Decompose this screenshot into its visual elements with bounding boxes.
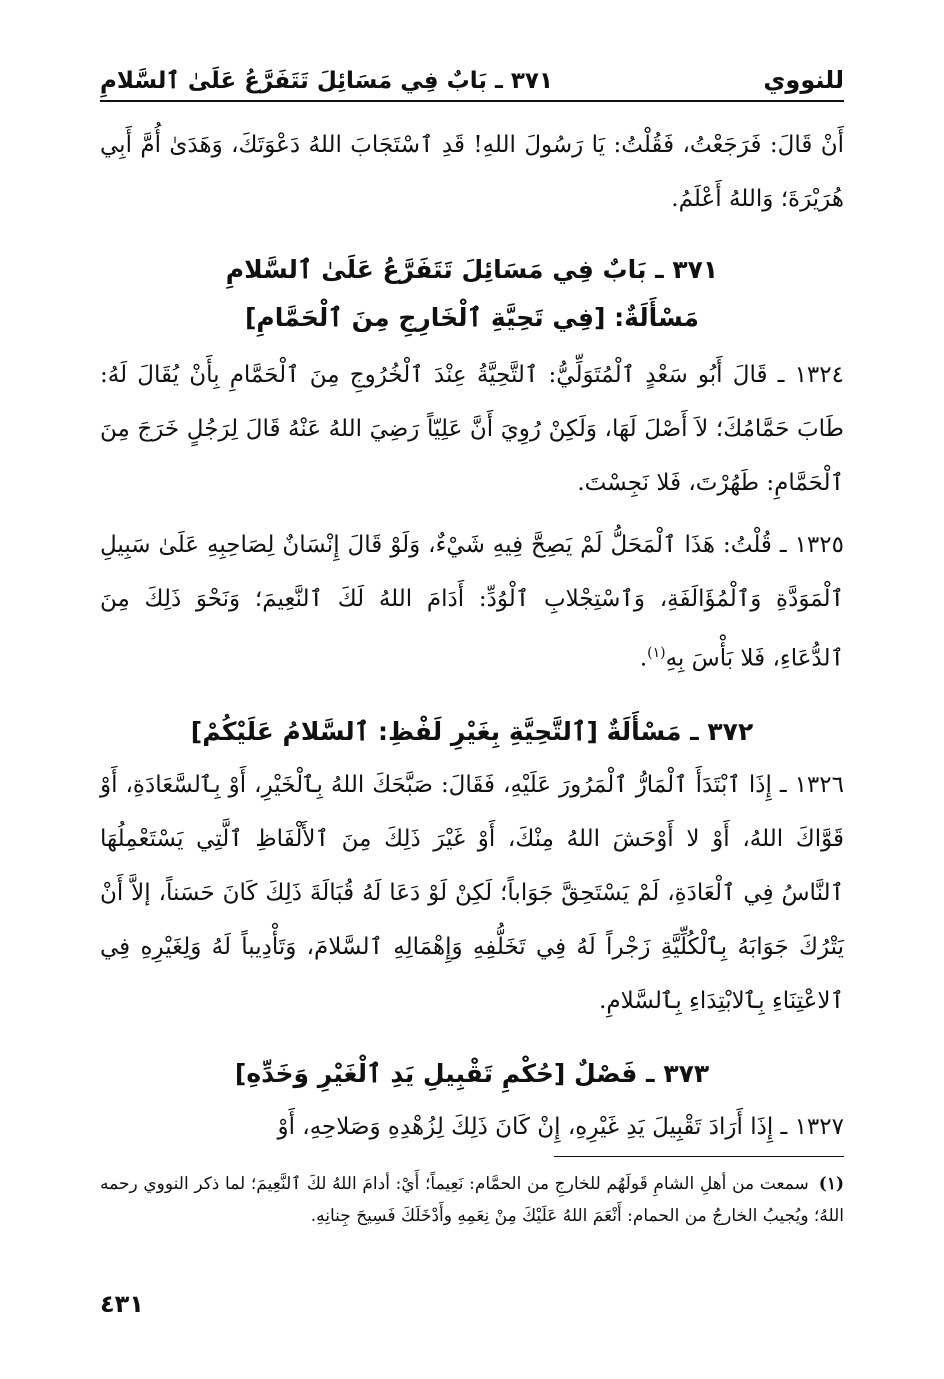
chapter-title: ٣٧١ ـ بَابٌ فِي مَسَائِلَ تَتَفَرَّعُ عَلَىٰ ٱلسَّلامِ [225,255,719,284]
running-head-author: للنووي [763,66,844,94]
page-number: ٤٣١ [100,1290,144,1318]
footnote-marker: (١) [647,645,666,661]
footnote-number: (١) [818,1174,844,1194]
section-373-title: ٣٧٣ ـ فَصْلٌ [حُكْمِ تَقْبِيلِ يَدِ ٱلْغَيْرِ وَخَدِّهِ] [234,1058,710,1088]
issue-subtitle: مَسْأَلَةٌ: [فِي تَحِيَّةِ ٱلْخَارِجِ مِنَ ٱلْحَمَّامِ] [244,303,699,332]
running-head [100,60,844,102]
footnotes [100,1168,844,1232]
paragraph-1325-text: ١٣٢٥ ـ قُلْتُ: هَذَا ٱلْمَحَلُّ لَمْ يَصِحَّ فِيهِ شَيْءٌ، وَلَوْ قَالَ إِنْسَانٌ لِصَاحِبِهِ عَلَىٰ سَبِيلِ ٱلْمَوَدَّةِ وَٱلْمُؤَالَفَةِ، وَٱسْتِجْلابِ ٱلْوُدِّ: أَدَامَ اللهُ لَكَ ٱلنَّعِيمَ؛ وَنَحْوَ ذَلِكَ مِنَ ٱلدُّعَاءِ، فَلا بَأْسَ بِهِ [100,532,844,672]
section-373-heading [100,1050,844,1098]
paragraph-1326: ١٣٢٦ ـ إِذَا ٱبْتَدَأَ ٱلْمَارُّ ٱلْمَرُورَ عَلَيْهِ، فَقَالَ: صَبَّحَكَ اللهُ بِٱلْخَيْرِ، أَوْ بِٱلسَّعَادَةِ، أَوْ قَوَّاكَ اللهُ، أَوْ لا أَوْحَشَ اللهُ مِنْكَ، أَوْ غَيْرَ ذَلِكَ مِنَ ٱلأَلْفَاظِ ٱلَّتِي يَسْتَعْمِلُهَا ٱلنَّاسُ فِي ٱلْعَادَةِ، لَمْ يَسْتَحِقَّ جَوَاباً؛ لَكِنْ لَوْ دَعَا لَهُ قُبَالَةَ ذَلِكَ كَانَ حَسَناً، إلاَّ أَنْ يَتْرُكَ جَوَابَهُ بِٱلْكُلِّيَّةِ زَجْراً لَهُ فِي تَخَلُّفِهِ وَإِهْمَالِهِ ٱلسَّلامَ، وَتَأْدِيباً لَهُ وَلِغَيْرِهِ فِي ٱلاعْتِنَاءِ بِٱلابْتِدَاءِ بِٱلسَّلامِ. [100,771,844,1014]
page-body [100,118,844,1154]
section-372-heading [100,708,844,756]
paragraph-continuation: أَنْ قَالَ: فَرَجَعْتُ، فَقُلْتُ: يَا رَسُولَ اللهِ! قَدِ ٱسْتَجَابَ اللهُ دَعْوَتَكَ، وَهَدَىٰ أُمَّ أَبِي هُرَيْرَةَ؛ وَاللهُ أَعْلَمُ. [100,132,844,212]
paragraph-1327: ١٣٢٧ ـ إِذَا أَرَادَ تَقْبِيلَ يَدِ غَيْرِهِ، إِنْ كَانَ ذَلِكَ لِزُهْدِهِ وَصَلاحِهِ، أَوْ [277,1113,844,1140]
paragraph-1325-end: . [639,645,648,672]
footnote-text: سمعت من أهلِ الشامِ قَولَهُم للخارجِ من الحمَّام: نَعِيماً؛ أَيْ: أدامَ اللهُ لكَ ٱلنَّعِيمَ؛ لما ذكر النووي رحمه اللهُ؛ ويُجيبُ الخارجُ من الحمام: أَنْعَمَ اللهُ عَلَيْكَ مِنْ نِعَمِهِ وأَدْخَلَكَ فَسِيحَ جِنانِهِ. [100,1174,844,1226]
paragraph-1324: ١٣٢٤ ـ قَالَ أَبُو سَعْدٍ ٱلْمُتَوَلِّيُّ: ٱلتَّحِيَّةُ عِنْدَ ٱلْخُرُوجِ مِنَ ٱلْحَمَّامِ بِأَنْ يُقَالَ لَهُ: طَابَ حَمَّامُكَ؛ لاَ أَصْلَ لَهَا، وَلَكِنْ رُوِيَ أَنَّ عَلِيّاً رَضِيَ اللهُ عَنْهُ قَالَ لِرَجُلٍ خَرَجَ مِنَ ٱلْحَمَّامِ: طَهُرْتَ، فَلا نَجِسْتَ. [100,362,844,496]
paragraph-1325 [100,518,844,686]
running-head-chapter: ٣٧١ ـ بَابٌ فِي مَسَائِلَ تَتَفَرَّعُ عَلَىٰ ٱلسَّلامِ [100,68,554,94]
section-372-title: ٣٧٢ ـ مَسْأَلَةٌ [ٱلتَّحِيَّةِ بِغَيْرِ لَفْظِ: ٱلسَّلامُ عَلَيْكُمْ] [190,716,754,746]
chapter-371-heading [100,246,844,342]
footnote-divider [554,1156,844,1157]
